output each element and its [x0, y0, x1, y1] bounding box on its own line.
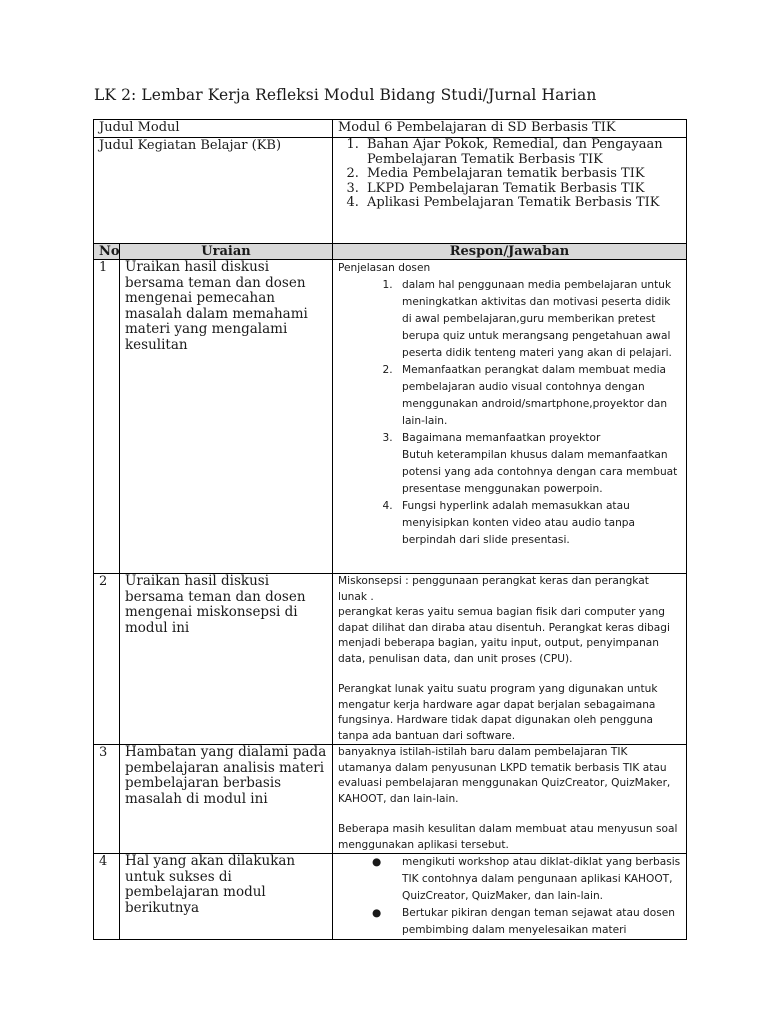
row-number: 2: [94, 574, 120, 745]
response-paragraph: banyaknya istilah-istilah baru dalam pembelajaran TIK utamanya dalam penyusunan LKPD tematik berbasis TIK atau evaluasi pembelajaran menggunakan QuizCreator, QuizMaker, KAHOOT, dan lain-lain.: [338, 746, 671, 805]
kb-item: 2. Media Pembelajaran tematik berbasis TIK: [363, 167, 681, 182]
row-number: 3: [94, 745, 120, 854]
response-item: 4. Fungsi hyperlink adalah memasukkan atau menyisipkan konten video atau audio tanpa berpindah dari slide presentasi.: [396, 498, 681, 549]
response-bullets: [338, 854, 681, 939]
header-uraian: Uraian: [120, 244, 333, 260]
row-uraian: Hal yang akan dilakukan untuk sukses di pembelajaran modul berikutnya: [120, 854, 333, 940]
row-response: [333, 574, 687, 745]
table-row: [94, 745, 687, 854]
response-list: [338, 277, 681, 549]
reflection-table: [93, 119, 687, 940]
kb-list: [333, 138, 681, 211]
response-paragraph: perangkat keras yaitu semua bagian fisik dari computer yang dapat dilihat dan diraba atau disentuh. Perangkat keras dibagi menjadi beberapa bagian, yaitu input, output, penyimpanan data, penulisan data, dan unit proses (CPU).: [338, 606, 670, 665]
response-item: [396, 430, 681, 498]
response-item-text: Bagaimana memanfaatkan proyektor: [402, 432, 601, 444]
row-response: [333, 260, 687, 574]
response-item: 1. dalam hal penggunaan media pembelajaran untuk meningkatkan aktivitas dan motivasi peserta didik di awal pembelajaran,guru memberikan pretest berupa quiz untuk merangsang pengetahuan awal peserta didik tenteng materi yang akan di pelajari.: [396, 277, 681, 362]
response-bullet-item: ● Bertukar pikiran dengan teman sejawat atau dosen pembimbing dalam menyelesaikan materi: [372, 907, 675, 936]
kb-item: 4. Aplikasi Pembelajaran Tematik Berbasis TIK: [363, 196, 681, 211]
response-bullet-item: ● mengikuti workshop atau diklat-diklat yang berbasis TIK contohnya dalam pengunaan aplikasi KAHOOT, QuizCreator, QuizMaker, dan lain-lain.: [372, 856, 681, 902]
modul-row: [94, 120, 687, 138]
document-title: LK 2: Lembar Kerja Refleksi Modul Bidang Studi/Jurnal Harian: [94, 86, 597, 104]
bullet-icon: ●: [372, 907, 382, 919]
row-uraian: Hambatan yang dialami pada pembelajaran analisis materi pembelajaran berbasis masalah di modul ini: [120, 745, 333, 854]
table-row: [94, 854, 687, 940]
row-number: 4: [94, 854, 120, 940]
response-intro: Penjelasan dosen: [338, 262, 431, 274]
kb-label: Judul Kegiatan Belajar (KB): [94, 138, 333, 244]
header-no: No: [94, 244, 120, 260]
row-uraian: Uraikan hasil diskusi bersama teman dan dosen mengenai miskonsepsi di modul ini: [120, 574, 333, 745]
response-paragraph: Miskonsepsi : penggunaan perangkat keras dan perangkat lunak .: [338, 575, 649, 603]
header-respon: Respon/Jawaban: [333, 244, 687, 260]
table-row: [94, 260, 687, 574]
bullet-icon: ●: [372, 856, 382, 868]
response-item-extra: Butuh keterampilan khusus dalam memanfaatkan potensi yang ada contohnya dengan cara membuat presentase menggunakan powerpoin.: [402, 449, 678, 495]
row-response: [333, 745, 687, 854]
response-paragraph: Perangkat lunak yaitu suatu program yang digunakan untuk mengatur kerja hardware agar dapat berjalan sebagaimana fungsinya. Hardware tidak dapat digunakan oleh pengguna tanpa ada bantuan dari software.: [338, 683, 658, 742]
kb-item: 3. LKPD Pembelajaran Tematik Berbasis TIK: [363, 182, 681, 197]
row-response: [333, 854, 687, 940]
modul-label: Judul Modul: [94, 120, 333, 138]
kb-row: [94, 138, 687, 244]
kb-item: 1. Bahan Ajar Pokok, Remedial, dan Pengayaan Pembelajaran Tematik Berbasis TIK: [363, 138, 681, 167]
response-item: 2. Memanfaatkan perangkat dalam membuat media pembelajaran audio visual contohnya dengan menggunakan android/smartphone,proyektor dan lain-lain.: [396, 362, 681, 430]
response-paragraph: Beberapa masih kesulitan dalam membuat atau menyusun soal menggunakan aplikasi tersebut.: [338, 823, 678, 851]
table-header: [94, 244, 687, 260]
row-number: 1: [94, 260, 120, 574]
row-uraian: Uraikan hasil diskusi bersama teman dan dosen mengenai pemecahan masalah dalam memahami materi yang mengalami kesulitan: [120, 260, 333, 574]
modul-value: Modul 6 Pembelajaran di SD Berbasis TIK: [333, 120, 687, 138]
table-row: [94, 574, 687, 745]
kb-list-cell: [333, 138, 687, 244]
